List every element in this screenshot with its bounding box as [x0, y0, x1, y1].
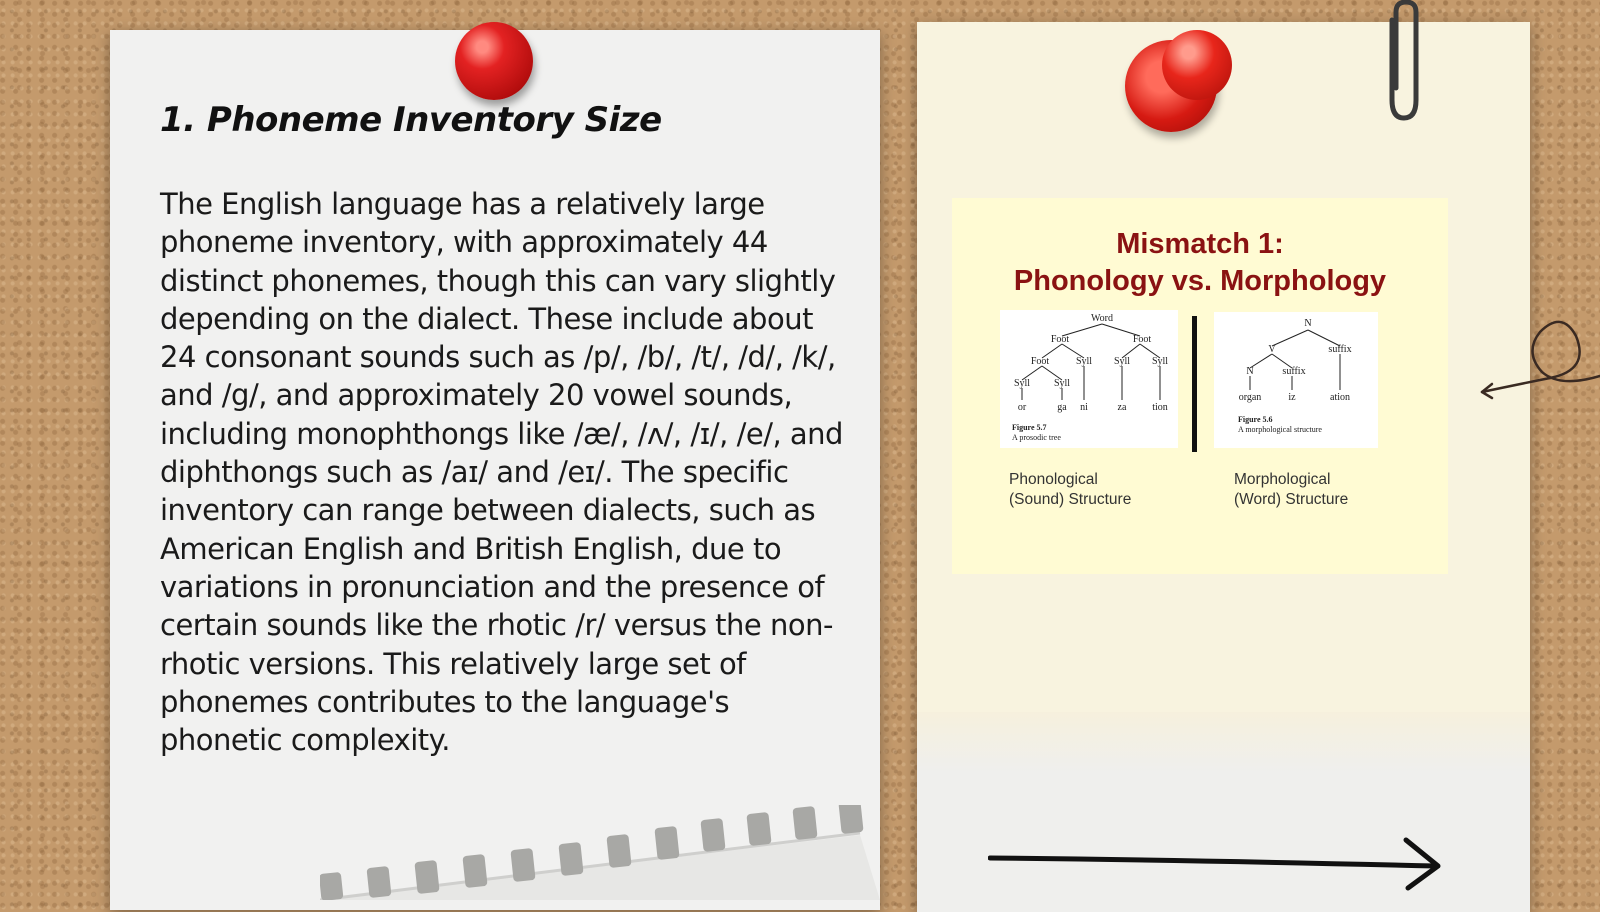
svg-text:N: N — [1246, 366, 1254, 377]
swirl-arrow-doodle — [1480, 312, 1600, 412]
red-pushpin-icon — [455, 22, 533, 100]
notebook-ring-strip — [320, 805, 880, 900]
caption-morphological: Morphological (Word) Structure — [1234, 471, 1349, 508]
svg-text:iz: iz — [1288, 392, 1296, 403]
svg-text:organ: organ — [1238, 392, 1262, 403]
svg-text:Foot: Foot — [1030, 356, 1050, 367]
embedded-slide — [952, 198, 1448, 574]
section-body-text: The English language has a relatively large phoneme inventory, with approximately 44 distinct phonemes, though this can vary slightly depending on the dialect. These include about 24 consonant sounds such as /p/, /b/, /t/, /d/, /k/, and /g/, and approximately 20 vowel sounds, including monophthongs like /æ/, /ʌ/, /ɪ/, /e/, and diphthongs such as /aɪ/ and /eɪ/. The specific inventory can range between dialects, such as American English and British English, due to variations in pronunciation and the presence of certain sounds like the rhotic /r/ versus the non-rhotic versions. This relatively large set of phonemes contributes to the language's phonetic complexity. — [160, 187, 843, 758]
svg-text:Figure 5.7: Figure 5.7 — [1012, 423, 1047, 432]
svg-text:suffix: suffix — [1282, 366, 1306, 377]
morphological-tree-diagram — [1214, 312, 1378, 448]
long-right-arrow — [988, 832, 1448, 892]
svg-text:or: or — [1017, 402, 1027, 413]
slide-title-line-2: Phonology vs. Morphology — [1013, 265, 1387, 297]
svg-text:tion: tion — [1152, 402, 1168, 413]
svg-text:Syll: Syll — [1113, 356, 1131, 367]
section-title: 1. Phoneme Inventory Size — [160, 100, 662, 140]
svg-text:Syll: Syll — [1151, 356, 1169, 367]
svg-text:za: za — [1117, 402, 1127, 413]
svg-text:Figure 5.6: Figure 5.6 — [1238, 415, 1273, 424]
svg-text:A prosodic tree: A prosodic tree — [1012, 433, 1061, 442]
svg-text:suffix: suffix — [1328, 344, 1352, 355]
svg-text:N: N — [1304, 318, 1312, 329]
diagram-divider — [1192, 316, 1197, 452]
caption-phonological: Phonological (Sound) Structure — [1009, 471, 1132, 508]
prosodic-tree-diagram — [1000, 310, 1178, 448]
svg-text:Syll: Syll — [1053, 378, 1071, 389]
tree-node-word: Word — [1091, 313, 1113, 324]
svg-text:ni: ni — [1080, 402, 1088, 413]
slide-title — [952, 226, 1448, 300]
red-pushpin-icon — [1162, 30, 1232, 100]
svg-text:ation: ation — [1330, 392, 1350, 403]
svg-text:Syll: Syll — [1013, 378, 1031, 389]
svg-text:Foot: Foot — [1050, 334, 1070, 345]
svg-text:V: V — [1268, 344, 1276, 355]
svg-text:Syll: Syll — [1075, 356, 1093, 367]
svg-text:ga: ga — [1057, 402, 1067, 413]
paperclip-icon — [1378, 0, 1426, 125]
svg-text:Foot: Foot — [1132, 334, 1152, 345]
slide-title-line-1: Mismatch 1: — [1116, 228, 1284, 260]
svg-text:A morphological structure: A morphological structure — [1238, 425, 1322, 434]
